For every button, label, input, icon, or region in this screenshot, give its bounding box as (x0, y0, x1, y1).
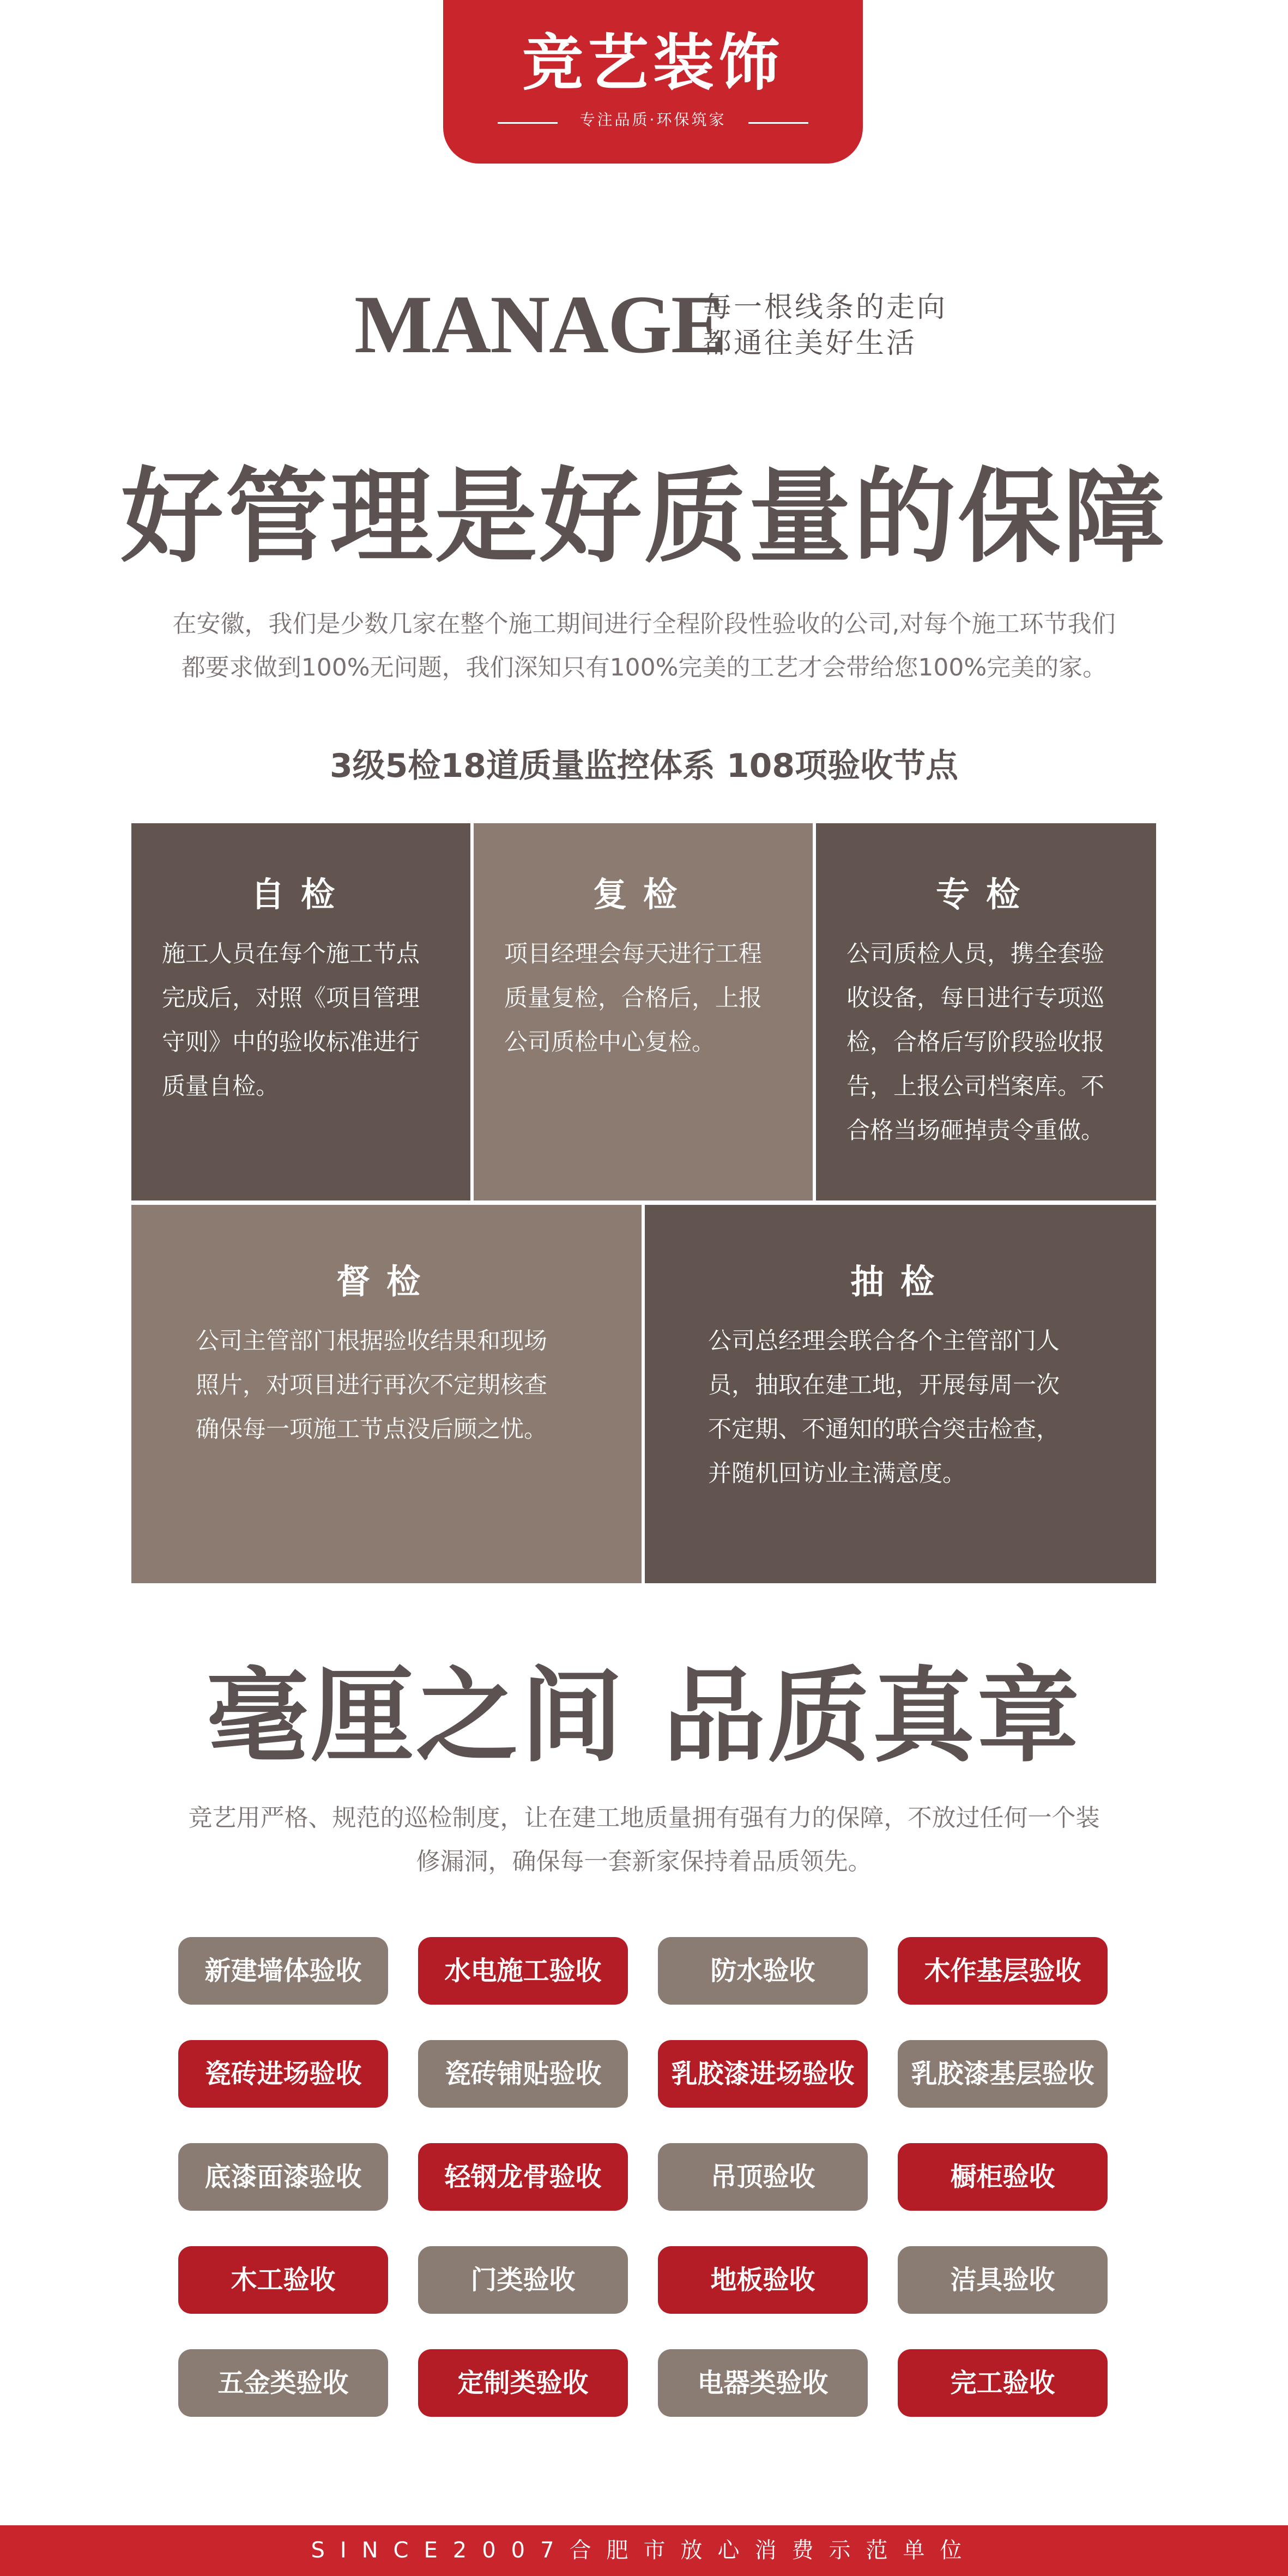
check-title: 自检 (250, 874, 351, 914)
check-line: 完成后，对照《项目管理 (162, 985, 420, 1012)
check-description (162, 932, 446, 1109)
manage-heading (354, 279, 954, 370)
section1-para-line1: 在安徽，我们是少数几家在整个施工期间进行全程阶段性验收的公司,对每个施工环节我们 (172, 610, 1116, 638)
acceptance-item: 底漆面漆验收 (178, 2143, 388, 2211)
check-box-self (131, 823, 470, 1200)
check-line: 施工人员在每个施工节点 (162, 940, 420, 968)
check-title: 专检 (935, 874, 1036, 914)
check-line: 并随机回访业主满意度。 (708, 1460, 966, 1487)
acceptance-item: 地板验收 (658, 2246, 868, 2314)
check-line: 质量自检。 (162, 1073, 279, 1100)
acceptance-item: 乳胶漆进场验收 (658, 2040, 868, 2108)
check-title: 抽检 (850, 1262, 951, 1301)
acceptance-item: 门类验收 (418, 2246, 628, 2314)
check-box-recheck (474, 823, 813, 1200)
check-description (196, 1319, 598, 1452)
check-line: 公司质检中心复检。 (504, 1029, 715, 1056)
check-line: 检，合格后写阶段验收报 (846, 1029, 1104, 1056)
check-line: 告，上报公司档案库。不 (846, 1073, 1104, 1100)
logo-divider-right (748, 122, 808, 124)
check-box-spot (645, 1205, 1156, 1583)
brand-name: 竞艺装饰 (522, 28, 784, 99)
check-line: 公司总经理会联合各个主管部门人 (708, 1328, 1060, 1355)
acceptance-item: 吊顶验收 (658, 2143, 868, 2211)
acceptance-item: 防水验收 (658, 1937, 868, 2005)
section1-paragraph (136, 602, 1152, 690)
acceptance-item: 新建墙体验收 (178, 1937, 388, 2005)
acceptance-item: 电器类验收 (658, 2349, 868, 2417)
section1-para-line2: 都要求做到100%无问题，我们深知只有100%完美的工艺才会带给您100%完美的家。 (181, 654, 1107, 681)
check-line: 项目经理会每天进行工程 (504, 940, 762, 968)
check-line: 收设备，每日进行专项巡 (846, 985, 1104, 1012)
acceptance-item: 五金类验收 (178, 2349, 388, 2417)
brand-logo (443, 0, 863, 164)
check-line: 公司质检人员，携全套验 (846, 940, 1104, 968)
check-box-special (816, 823, 1156, 1200)
brand-slogan: 专注品质·环保筑家 (579, 111, 727, 129)
acceptance-item: 瓷砖进场验收 (178, 2040, 388, 2108)
acceptance-item: 定制类验收 (418, 2349, 628, 2417)
acceptance-item: 木作基层验收 (898, 1937, 1108, 2005)
check-line: 员，抽取在建工地，开展每周一次 (708, 1372, 1060, 1399)
check-description (504, 932, 789, 1065)
check-line: 不定期、不通知的联合突击检查， (708, 1416, 1060, 1443)
section2-para-line1: 竞艺用严格、规范的巡检制度，让在建工地质量拥有强有力的保障，不放过任何一个装 (188, 1804, 1100, 1832)
acceptance-item: 乳胶漆基层验收 (898, 2040, 1108, 2108)
footer-banner: SINCE2007合肥市放心消费示范单位 (0, 2525, 1288, 2576)
check-line: 照片，对项目进行再次不定期核查 (196, 1372, 547, 1399)
section1-subtitle: 3级5检18道质量监控体系 108项验收节点 (329, 747, 959, 785)
check-line: 公司主管部门根据验收结果和现场 (196, 1328, 547, 1355)
manage-tagline-1: 每一根线条的走向 (703, 291, 948, 324)
check-line: 质量复检，合格后，上报 (504, 985, 762, 1012)
section2-paragraph (136, 1796, 1152, 1884)
check-line: 合格当场砸掉责令重做。 (846, 1117, 1104, 1144)
acceptance-item: 洁具验收 (898, 2246, 1108, 2314)
acceptance-item: 轻钢龙骨验收 (418, 2143, 628, 2211)
check-description (846, 932, 1132, 1153)
check-title: 督检 (336, 1262, 437, 1301)
acceptance-item: 橱柜验收 (898, 2143, 1108, 2211)
section2-para-line2: 修漏洞，确保每一套新家保持着品质领先。 (416, 1848, 872, 1875)
section2-title: 毫厘之间 品质真章 (206, 1657, 1082, 1776)
acceptance-item: 瓷砖铺贴验收 (418, 2040, 628, 2108)
manage-word: MANAGE (354, 279, 725, 370)
check-box-supervise (131, 1205, 642, 1583)
check-title: 复检 (592, 874, 693, 914)
acceptance-item: 水电施工验收 (418, 1937, 628, 2005)
check-line: 确保每一项施工节点没后顾之忧。 (196, 1416, 547, 1443)
section1-title: 好管理是好质量的保障 (120, 457, 1168, 577)
manage-tagline-2: 都通往美好生活 (703, 327, 917, 360)
acceptance-item: 完工验收 (898, 2349, 1108, 2417)
check-description (708, 1319, 1112, 1496)
acceptance-item: 木工验收 (178, 2246, 388, 2314)
check-line: 守则》中的验收标准进行 (162, 1029, 420, 1056)
